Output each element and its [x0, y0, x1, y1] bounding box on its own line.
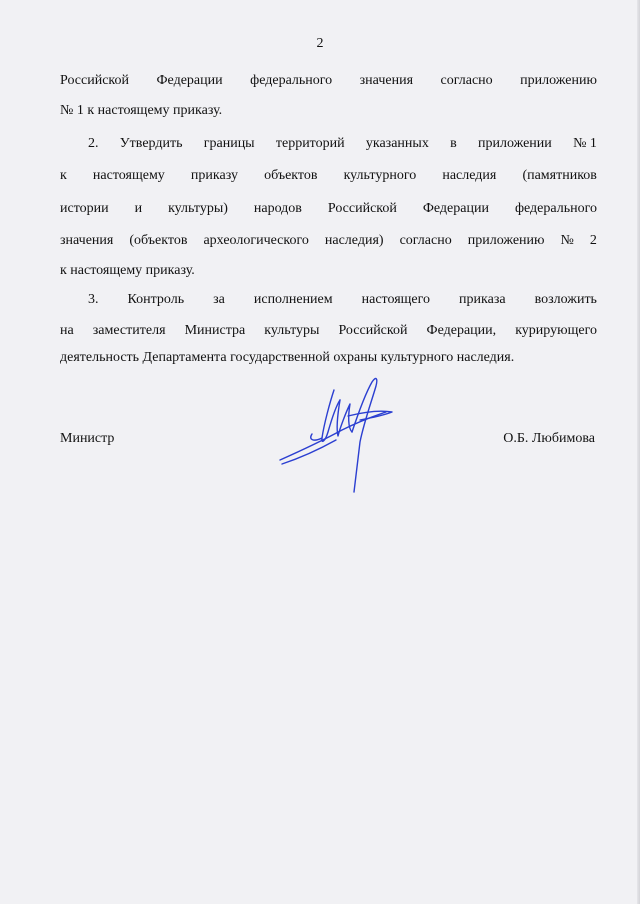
- word: согласно: [440, 73, 493, 88]
- signatory-name: О.Б. Любимова: [503, 431, 595, 446]
- word: федерального: [250, 73, 333, 88]
- word: деятельность Департамента государственной охраны культурного наследия.: [60, 350, 515, 365]
- word: Российской: [338, 323, 408, 338]
- word: настоящему: [92, 168, 165, 183]
- text-line: [60, 263, 597, 279]
- word: № 1 к настоящему приказу.: [60, 103, 223, 118]
- word: наследия): [324, 233, 384, 248]
- word: к: [60, 168, 67, 183]
- word: Контроль: [127, 292, 185, 307]
- word: курирующего: [515, 323, 597, 338]
- word: Федерации,: [426, 323, 497, 338]
- word: (памятников: [522, 168, 597, 183]
- text-line: [88, 136, 597, 152]
- word: объектов: [264, 168, 318, 183]
- word: указанных: [365, 136, 429, 151]
- page-number: 2: [316, 36, 324, 51]
- word: значения: [359, 73, 414, 88]
- word: 2: [589, 233, 597, 248]
- word: приложению: [467, 233, 545, 248]
- word: Российской: [60, 73, 129, 88]
- word: Федерации: [156, 73, 223, 88]
- word: Министра: [184, 323, 246, 338]
- word: настоящего: [361, 292, 431, 307]
- word: заместителя: [92, 323, 166, 338]
- word: приказа: [459, 292, 506, 307]
- text-line: [60, 201, 597, 217]
- word: возложить: [534, 292, 597, 307]
- word: 3.: [88, 292, 99, 307]
- word: археологического: [203, 233, 309, 248]
- word: культуры: [264, 323, 320, 338]
- word: наследия: [442, 168, 497, 183]
- word: народов: [253, 201, 302, 216]
- handwritten-signature: [278, 372, 408, 494]
- text-line: [60, 350, 597, 366]
- word: значения: [60, 233, 114, 248]
- text-line: [60, 233, 597, 249]
- word: истории: [60, 201, 109, 216]
- word: к настоящему приказу.: [60, 263, 195, 278]
- word: на: [60, 323, 74, 338]
- text-line: [60, 323, 597, 339]
- signatory-title: Министр: [60, 431, 115, 446]
- word: приказу: [190, 168, 238, 183]
- text-line: [88, 292, 597, 308]
- word: Российской: [327, 201, 397, 216]
- word: культурного: [343, 168, 417, 183]
- word: (объектов: [129, 233, 188, 248]
- word: и: [134, 201, 143, 216]
- text-line: [60, 103, 597, 119]
- word: 2.: [88, 136, 99, 151]
- word: границы: [203, 136, 255, 151]
- word: исполнением: [253, 292, 333, 307]
- word: согласно: [399, 233, 452, 248]
- word: приложению: [520, 73, 597, 88]
- word: приложении: [477, 136, 552, 151]
- word: Утвердить: [119, 136, 183, 151]
- word: за: [213, 292, 225, 307]
- word: территорий: [275, 136, 345, 151]
- word: Федерации: [422, 201, 489, 216]
- word: культуры): [168, 201, 228, 216]
- text-line: [60, 73, 597, 89]
- text-line: [60, 168, 597, 184]
- word: федерального: [514, 201, 597, 216]
- word: № 1: [573, 136, 597, 151]
- word: в: [450, 136, 457, 151]
- word: №: [560, 233, 574, 248]
